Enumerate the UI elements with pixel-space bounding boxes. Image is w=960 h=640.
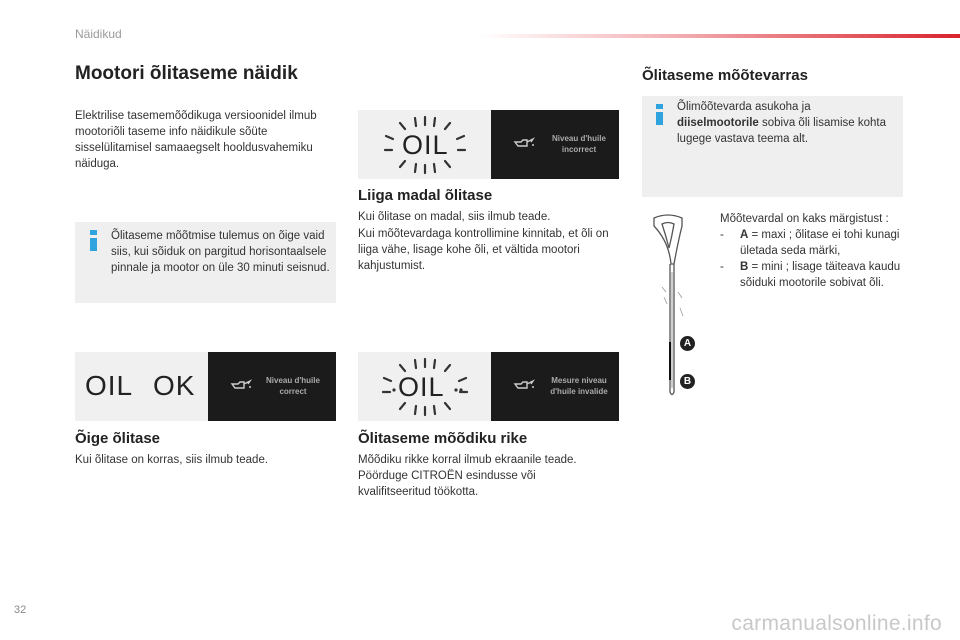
list-dash: - bbox=[720, 229, 724, 241]
section-ok-text: Kui õlitase on korras, siis ilmub teade. bbox=[75, 454, 269, 466]
dipstick-info-text bbox=[677, 99, 892, 147]
oil-can-icon bbox=[513, 136, 535, 150]
oil-low-screen bbox=[491, 110, 619, 179]
section-fault-title: Õlitaseme mõõdiku rike bbox=[358, 430, 528, 447]
oil-low-screen-line2: incorrect bbox=[561, 145, 597, 154]
mark-b-item bbox=[720, 259, 910, 291]
oil-ok-symbol bbox=[75, 352, 208, 421]
info-note-text: Õlitaseme mõõtmise tulemus on õige vaid siis, kui sõiduk on pargitud horisontaalsele pinnale ja mootor on üle 30 minuti seisnud. bbox=[111, 230, 330, 274]
section-fault-text: Mõõdiku rikke korral ilmub ekraanile teade. Pöörduge CITROËN esindusse või kvalifitseeritud töökotta. bbox=[358, 454, 577, 498]
oil-fault-screen-line1: Mesure niveau bbox=[551, 376, 607, 385]
info-icon bbox=[656, 104, 663, 124]
dipstick-marks-list bbox=[720, 211, 910, 291]
intro-paragraph: Elektrilise tasememõõdikuga versioonidel ilmub mootoriõli taseme info näidikule sõüte sisselülitamisel samaaegselt hooldusvahemiku näiduga. bbox=[75, 110, 317, 170]
page-number: 32 bbox=[14, 604, 27, 616]
mark-a-letter: A bbox=[740, 229, 749, 241]
mark-a-item bbox=[720, 227, 910, 259]
oil-ok-panel bbox=[75, 352, 336, 421]
dipstick-info-part2: sobiva õli lisamise kohta lugege vastava teema alt. bbox=[677, 117, 886, 145]
oil-low-panel bbox=[358, 110, 619, 179]
section-low-text2: Kui mõõtevardaga kontrollimine kinnitab, et õli on liiga vähe, lisage kohe õli, et vältida mootori kahjustumist. bbox=[358, 228, 609, 272]
oil-low-screen-line1: Niveau d'huile bbox=[552, 134, 606, 143]
oil-fault-symbol bbox=[358, 352, 491, 421]
oil-low-word: OIL bbox=[402, 130, 449, 160]
dipstick-illustration bbox=[640, 212, 710, 402]
info-box-dipstick bbox=[642, 96, 903, 197]
oil-ok-word-ok: OK bbox=[153, 370, 196, 401]
oil-fault-screen-line2: d'huile invalide bbox=[550, 387, 608, 396]
oil-ok-screen bbox=[208, 352, 336, 421]
mark-b-text: = mini ; lisage täiteava kaudu sõiduki mootorile sobivat õli. bbox=[740, 261, 901, 289]
marks-intro: Mõõtevardal on kaks märgistust : bbox=[720, 213, 889, 225]
dipstick-info-part1: Õlimõõtevarda asukoha ja bbox=[677, 101, 811, 113]
watermark: carmanualsonline.info bbox=[731, 612, 942, 635]
marker-b-badge: B bbox=[680, 374, 695, 389]
section-low-text1: Kui õlitase on madal, siis ilmub teade. bbox=[358, 211, 551, 223]
oil-ok-word-oil: OIL bbox=[85, 370, 134, 401]
oil-ok-screen-line2: correct bbox=[279, 387, 307, 396]
section-label: Näidikud bbox=[75, 27, 122, 41]
oil-ok-screen-line1: Niveau d'huile bbox=[266, 376, 320, 385]
marker-a-badge: A bbox=[680, 336, 695, 351]
list-dash: - bbox=[720, 261, 724, 273]
oil-fault-panel bbox=[358, 352, 619, 421]
info-icon bbox=[90, 230, 97, 250]
oil-can-icon bbox=[230, 378, 252, 392]
oil-low-symbol bbox=[358, 110, 491, 179]
dipstick-info-bold: diiselmootorile bbox=[677, 117, 759, 129]
header-accent-line bbox=[480, 34, 960, 38]
mark-a-text: = maxi ; õlitase ei tohi kunagi ületada seda märki, bbox=[740, 229, 900, 257]
section-low-title: Liiga madal õlitase bbox=[358, 187, 493, 204]
section-dipstick-title: Õlitaseme mõõtevarras bbox=[642, 67, 808, 84]
mark-b-letter: B bbox=[740, 261, 749, 273]
oil-fault-word: OIL bbox=[398, 372, 445, 402]
page-title: Mootori õlitaseme näidik bbox=[75, 63, 298, 84]
oil-can-icon bbox=[513, 378, 535, 392]
info-box-measurement bbox=[75, 222, 336, 303]
oil-fault-screen bbox=[491, 352, 619, 421]
section-ok-title: Õige õlitase bbox=[75, 430, 161, 447]
